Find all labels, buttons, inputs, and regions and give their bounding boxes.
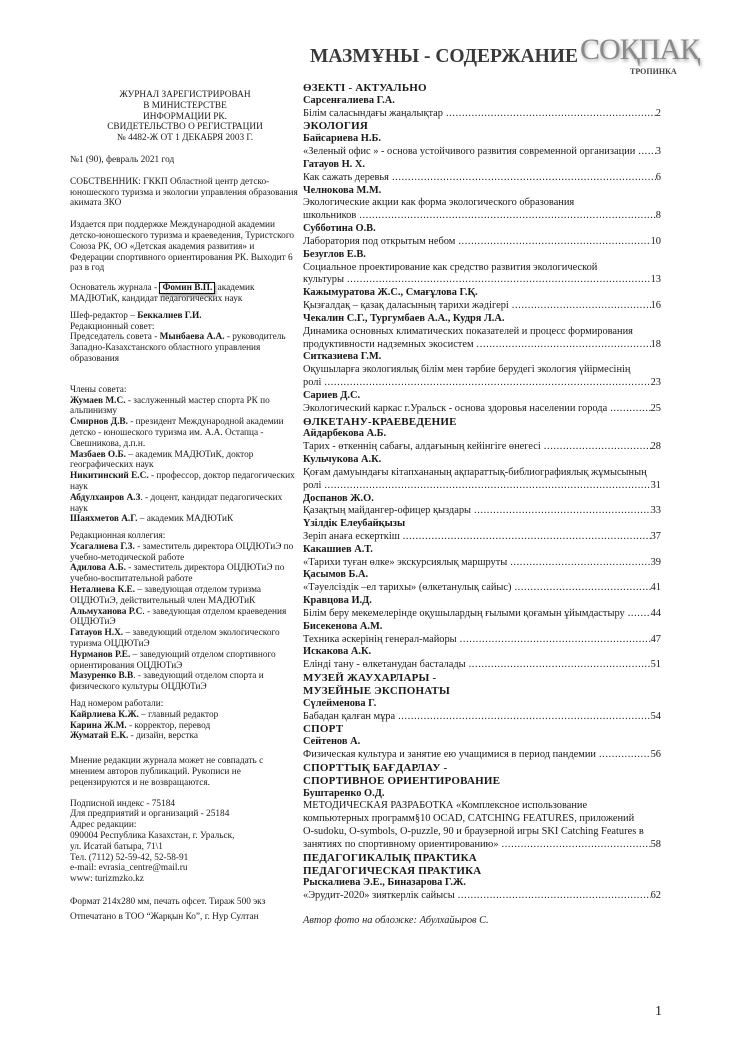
registration-line: ЖУРНАЛ ЗАРЕГИСТРИРОВАН	[119, 90, 251, 100]
contacts	[70, 799, 300, 885]
registration-line: СВИДЕТЕЛЬСТВО О РЕГИСТРАЦИИ	[107, 122, 263, 133]
toc-entry-title: «Тарихи туған өлке» экскурсиялық маршруты	[303, 556, 508, 568]
printer-info: Отпечатано в ТОО “Жарқын Ко”, г. Нур Султан	[70, 911, 259, 922]
dot-leader	[514, 582, 650, 595]
toc-section-heading: СПОРТТЫҚ БАҒДАРЛАУ -	[303, 761, 448, 774]
toc-entry[interactable]	[303, 749, 661, 762]
toc-section-heading: МУЗЕЙНЫЕ ЭКСПОНАТЫ	[303, 684, 450, 697]
toc-entry[interactable]	[303, 377, 661, 390]
council-member-name: Никитинский Е.С.	[70, 471, 149, 482]
founder-prefix: Основатель журнала -	[70, 283, 160, 294]
toc-entry[interactable]	[303, 608, 661, 621]
toc-author: Қасымов Б.А.	[303, 569, 369, 581]
contact-line: www: turizmzko.kz	[70, 874, 144, 885]
toc-page-number: 56	[650, 749, 661, 761]
toc-author: Челнокова М.М.	[303, 184, 382, 196]
toc-entry-title: Қызғалдақ – қазақ даласының тарихи жәдігері	[303, 300, 509, 312]
council-member	[70, 514, 300, 525]
toc-title-line: компьютерных программ§10 OCAD, CATCHING FEATURES, приложений	[303, 813, 635, 825]
chief-prefix: Шеф-редактор –	[70, 310, 138, 321]
toc-entry[interactable]	[303, 659, 661, 672]
toc-entry[interactable]	[303, 839, 661, 852]
toc-page-number: 37	[650, 530, 661, 542]
editorial-board	[70, 531, 300, 693]
chief-name: Беккалиев Г.И.	[137, 310, 202, 321]
toc-entry[interactable]	[303, 146, 661, 159]
dot-leader	[460, 634, 651, 647]
toc-entry-title: ролі	[303, 377, 322, 389]
staff-member	[70, 731, 300, 742]
chairman-prefix: Председатель совета -	[70, 332, 160, 343]
toc-page-number: 58	[650, 838, 661, 850]
issue-info: №1 (90), февраль 2021 год	[70, 154, 175, 165]
toc-entry-title: «Зеленый офис » - основа устойчивого развития современной организации	[303, 146, 636, 158]
registration-notice	[70, 90, 300, 144]
toc-page-number: 39	[650, 556, 661, 568]
dot-leader	[510, 557, 650, 570]
council-label: Редакционный совет:	[70, 321, 155, 332]
toc-page-number: 47	[650, 633, 661, 645]
toc-section-heading: МУЗЕЙ ЖАУХАРЛАРЫ -	[303, 672, 437, 685]
dot-leader	[474, 505, 651, 518]
staff-member-role: - дизайн, верстка	[128, 731, 198, 742]
toc-page-number: 6	[655, 171, 661, 183]
board-member-name: Нурманов Р.Е.	[70, 649, 131, 660]
toc-author: Байсариева Н.Б.	[303, 133, 381, 145]
toc-author: Сарсенғалиева Г.А.	[303, 94, 395, 106]
founder-name: Фомин В.П.	[159, 282, 215, 294]
toc-entry-title: Зеріп анаға ескерткіш	[303, 530, 400, 542]
toc-author: Буштаренко О.Д.	[303, 787, 385, 799]
dot-leader	[502, 839, 651, 852]
toc-page-number: 62	[650, 890, 661, 902]
dot-leader	[512, 300, 651, 313]
chairman-name: Мынбаева А.А.	[159, 332, 225, 343]
dot-leader	[324, 480, 650, 493]
contact-line: Подписной индекс - 75184	[70, 798, 176, 809]
council-member-role: - заслуженный мастер спорта РК по альпинизму	[70, 395, 270, 417]
toc-entry-title: Тарих - өткеннің сабағы, алдағының кейінгіге өнегесі	[303, 441, 541, 453]
toc-entry-title: Техника әскерінің генерал-майоры	[303, 633, 457, 645]
staff-member-name: Кайрлиева К.Ж.	[70, 709, 139, 720]
toc-section-heading: ӨЛКЕТАНУ-КРАЕВЕДЕНИЕ	[303, 415, 457, 428]
toc-author: Үзілдік Елеубайқызы	[303, 518, 406, 530]
toc-author: Кульчукова А.К.	[303, 454, 382, 466]
imprint-column	[70, 90, 300, 923]
toc-entry[interactable]	[303, 890, 661, 903]
dot-leader	[638, 146, 656, 159]
toc-title-line: Динамика основных климатических показателей и процесс формирования	[303, 325, 633, 337]
toc-author: Сүлейменова Г.	[303, 697, 377, 709]
board-member	[70, 563, 300, 585]
toc-page-number: 44	[650, 607, 661, 619]
council-member-role: – академик МАДЮТиК, доктор географических наук	[70, 449, 254, 471]
council-member-name: Абдулхаиров А.З	[70, 492, 141, 503]
toc-entry-title: культуры	[303, 274, 344, 286]
toc-page-number: 16	[650, 300, 661, 312]
council-member-role: - профессор, доктор педагогических наук	[70, 471, 295, 492]
toc-entry[interactable]	[303, 339, 661, 352]
issue-staff	[70, 699, 300, 742]
toc-entry-title: Экологический каркас г.Уральск - основа здоровья населении города	[303, 402, 608, 414]
staff-member-name: Жуматай Е.К.	[70, 731, 129, 742]
toc-entry[interactable]	[303, 172, 661, 185]
toc-section-heading: ЭКОЛОГИЯ	[303, 120, 369, 133]
toc-entry[interactable]	[303, 634, 661, 647]
founder-info	[70, 283, 300, 305]
toc-entry[interactable]	[303, 108, 661, 121]
council-member-role: - президент Международной академии детско - юношеского туризма им. А.А. Остапца - Свешникова, д.п.н.	[70, 417, 284, 449]
toc-section-heading: СПОРТ	[303, 723, 344, 736]
toc-title-line: Социальное проектирование как средство развития экологической	[303, 261, 598, 273]
toc-entry[interactable]	[303, 274, 661, 287]
toc-entry[interactable]	[303, 480, 661, 493]
toc-page-number: 13	[650, 274, 661, 286]
editorial-council	[70, 311, 300, 365]
board-member	[70, 585, 300, 607]
council-members	[70, 385, 300, 525]
dot-leader	[469, 659, 651, 672]
toc-page-number: 25	[650, 402, 661, 414]
contact-line: Для предприятий и организаций - 25184	[70, 809, 230, 820]
toc-author: Сариев Д.С.	[303, 389, 361, 401]
chairman-rest: - руководитель Западно-Казахстанского областного управления образования	[70, 332, 286, 364]
board-member-role: - заместитель директора ОЦДЮТиЭ по учебно-воспитательной работе	[70, 563, 285, 585]
toc-title-line: Экологические акции как форма экологического образования	[303, 197, 575, 209]
board-member	[70, 628, 300, 650]
council-member-name: Мазбаев О.Б.	[70, 449, 126, 460]
dot-leader	[392, 172, 656, 185]
contact-line: Тел. (7112) 52-59-42, 52-58-91	[70, 852, 189, 863]
toc-author: Чекалин С.Г., Тургумбаев А.А., Кудря Л.А.	[303, 312, 505, 324]
toc-entry-title: Лаборатория под открытым небом	[303, 235, 456, 247]
council-member	[70, 417, 300, 449]
dot-leader	[324, 377, 650, 390]
board-member-name: Гатауов Н.Х.	[70, 628, 124, 639]
toc-page-number: 18	[650, 338, 661, 350]
contact-line: Адрес редакции:	[70, 820, 137, 831]
dot-leader	[398, 711, 651, 724]
board-member-role: – заведующий отделом спортивного ориентирования ОЦДЮТиЭ	[70, 649, 276, 671]
board-member	[70, 671, 300, 693]
council-member-name: Смирнов Д.В.	[70, 417, 128, 428]
toc-section-heading: ПЕДАГОГИЧЕСКАЯ ПРАКТИКА	[303, 864, 482, 877]
contact-line: 090004 Республика Казахстан, г. Уральск,	[70, 831, 235, 842]
toc-author: Ситказиева Г.М.	[303, 351, 382, 363]
board-member	[70, 607, 300, 629]
registration-line: ИНФОРМАЦИИ РК.	[143, 111, 227, 122]
toc-section-heading: ПЕДАГОГИКАЛЫҚ ПРАКТИКА	[303, 851, 477, 864]
toc-author: Гатауов Н. Х.	[303, 158, 365, 170]
board-member	[70, 650, 300, 672]
page-title: МАЗМҰНЫ - СОДЕРЖАНИЕ	[310, 46, 578, 67]
members-label: Члены совета:	[70, 384, 127, 395]
toc-section-heading: СПОРТИВНОЕ ОРИЕНТИРОВАНИЕ	[303, 774, 501, 787]
toc-entry-title: Физическая культура и занятие ею учащимися в период пандемии	[303, 749, 596, 761]
toc-entry[interactable]	[303, 531, 661, 544]
toc-entry-title: «Эрудит-2020» зияткерлік сайысы	[303, 890, 455, 902]
toc-title-line: Қоғам дамуындағы кітапхананың ақпараттық-библиографиялық жұмысының	[303, 466, 647, 478]
toc-page-number: 54	[650, 710, 661, 722]
toc-author: Безуглов Е.В.	[303, 248, 366, 260]
dot-leader	[403, 531, 651, 544]
toc-author: Искакова А.К.	[303, 646, 372, 658]
toc-entry[interactable]	[303, 711, 661, 724]
toc-entry-title: Білім саласындағы жаңалықтар	[303, 107, 443, 119]
staff-member	[70, 721, 300, 732]
staff-member-name: Карина Ж.М.	[70, 720, 127, 731]
dot-leader	[458, 890, 651, 903]
toc-page-number: 10	[650, 235, 661, 247]
toc-page-number: 23	[650, 377, 661, 389]
registration-line: В МИНИСТЕРСТВЕ	[143, 100, 227, 111]
registration-line: № 4482-Ж ОТ 1 ДЕКАБРЯ 2003 Г.	[116, 133, 254, 144]
council-member-name: Жумаев М.С.	[70, 395, 126, 406]
council-member-role: – академик МАДЮТиК	[137, 514, 234, 525]
toc-entry[interactable]	[303, 582, 661, 595]
founder-rest: академик МАДЮТиК, кандидат педагогических наук	[70, 283, 255, 304]
toc-entry[interactable]	[303, 210, 661, 223]
toc-section-heading: ӨЗЕКТІ - АКТУАЛЬНО	[303, 82, 427, 94]
toc-entry[interactable]	[303, 403, 661, 416]
toc-author: Доспанов Ж.О.	[303, 492, 374, 504]
toc-entry-title: «Тәуелсіздік –ел тарихы» (өлкетанулық сайыс)	[303, 582, 512, 594]
staff-member-role: - корректор, перевод	[126, 720, 211, 731]
dot-leader	[359, 210, 656, 223]
magazine-logo	[580, 34, 720, 82]
toc-page-number: 51	[650, 659, 661, 671]
publisher-info: Издается при поддержке Международной академии детско-юношеского туризма и краеведения, Туристского Союза РК, ОО «Детская академия развития» и Федерации спортивного ориентирования РК. Выходит 6 раз в год	[70, 220, 295, 274]
dot-leader	[477, 339, 651, 352]
cover-photo-credit: Автор фото на обложке: Абулхайыров С.	[303, 915, 489, 926]
toc-page-number: 31	[650, 479, 661, 491]
council-member	[70, 396, 300, 418]
toc-entry[interactable]	[303, 505, 661, 518]
toc-entry[interactable]	[303, 441, 661, 454]
board-member-role: – заведующая отделом туризма ОЦДЮТиЭ, действительный член МАДЮТиК	[70, 585, 262, 606]
toc-entry-title: Елінді тану - өлкетанудан басталады	[303, 659, 466, 671]
board-member-name: Адилова А.Б.	[70, 563, 126, 574]
dot-leader	[347, 274, 651, 287]
logo-sub: ТРОПИНКА	[630, 67, 677, 76]
toc-entry-title: продуктивности надземных экосистем	[303, 338, 474, 350]
council-member	[70, 450, 300, 472]
logo-main: СОҚПАҚ	[580, 33, 700, 66]
toc-entry[interactable]	[303, 236, 661, 249]
staff-label: Над номером работали:	[70, 699, 164, 710]
toc-entry-title: Қазақтың майдангер-офицер қыздары	[303, 505, 471, 517]
toc-title-line: O-sudoku, O-symbols, O-puzzle, 90 и браузерной игры SKI Catching Features в	[303, 826, 644, 838]
toc-author: Какашиев А.Т.	[303, 543, 373, 555]
board-member-name: Мазуренко В.В	[70, 671, 134, 682]
toc-title-line: Оқушыларға экологиялық білім мен тәрбие берудегі экология үйірмесінің	[303, 364, 631, 376]
board-member	[70, 542, 300, 564]
toc-page-number: 8	[655, 210, 661, 222]
dot-leader	[599, 749, 651, 762]
table-of-contents	[303, 82, 661, 903]
toc-entry[interactable]	[303, 300, 661, 313]
dot-leader	[610, 403, 650, 416]
staff-member	[70, 710, 300, 721]
board-member-role: – заведующий отделом экологического туризма ОЦДЮТиЭ	[70, 628, 280, 650]
dot-leader	[544, 441, 651, 454]
toc-author: Сейтенов А.	[303, 736, 361, 748]
toc-page-number: 41	[650, 582, 661, 594]
disclaimer: Мнение редакции журнала может не совпадать с мнением авторов публикаций. Рукописи не рецензируются и не возвращаются.	[70, 756, 264, 788]
toc-entry-title: Как сажать деревья	[303, 171, 389, 183]
board-member-role: . - заведующий отделом спорта и физического культуры ОЦДЮТиЭ	[70, 671, 264, 693]
toc-entry-title: Бабадан қалған мұра	[303, 710, 396, 722]
toc-entry-title: ролі	[303, 479, 322, 491]
toc-author: Кравцова И.Д.	[303, 595, 372, 607]
toc-author: Бисекенова А.М.	[303, 620, 383, 632]
toc-page-number: 28	[650, 441, 661, 453]
toc-entry-title: Білім беру мекемелерінде оқушылардың ғылыми қоғамын ұйымдастыру	[303, 607, 625, 619]
board-member-role: - заместитель директора ОЦДЮТиЭ по учебно-методической работе	[70, 541, 294, 563]
toc-page-number: 2	[655, 107, 661, 119]
toc-entry-title: школьников	[303, 210, 357, 222]
toc-page-number: 3	[655, 146, 661, 158]
format-info: Формат 214x280 мм, печать офсет. Тираж 500 экз	[70, 897, 266, 907]
dot-leader	[458, 236, 650, 249]
board-member-name: Усагалиева Г.З.	[70, 541, 135, 552]
toc-title-line: МЕТОДИЧЕСКАЯ РАЗРАБОТКА «Комплексное использование	[303, 800, 588, 812]
board-member-role: . - заведующая отделом краеведения ОЦДЮТиЭ	[70, 606, 287, 628]
staff-member-role: – главный редактор	[138, 709, 219, 720]
board-member-name: Альмуханова Р.С	[70, 606, 143, 617]
toc-author: Субботина О.В.	[303, 223, 376, 235]
dot-leader	[446, 108, 656, 121]
owner-info: СОБСТВЕННИК: ГККП Областной центр детско-юношеского туризма и экологии управления образования акимата ЗКО	[70, 176, 298, 209]
board-member-name: Неталиева К.Е.	[70, 585, 136, 596]
board-label: Редакционная коллегия:	[70, 531, 166, 542]
toc-entry-title: занятиях по спортивному ориентированию»	[303, 838, 499, 850]
page-number: 1	[655, 1004, 662, 1019]
council-member-role: . - доцент, кандидат педагогических наук	[70, 492, 283, 514]
contact-line: ул. Исатай батыра, 71\1	[70, 841, 163, 852]
dot-leader	[628, 608, 651, 621]
toc-page-number: 33	[650, 505, 661, 517]
toc-author: Кажымуратова Ж.С., Смағұлова Г.Қ.	[303, 287, 478, 299]
council-member	[70, 493, 300, 515]
council-member	[70, 471, 300, 493]
toc-author: Рыскалиева Э.Е., Биназарова Г.Ж.	[303, 877, 466, 889]
council-member-name: Шаяхметов А.Г.	[70, 514, 138, 525]
contact-line: e-mail: evrasia_centre@mail.ru	[70, 863, 188, 874]
toc-entry[interactable]	[303, 557, 661, 570]
toc-author: Айдарбекова А.Б.	[303, 428, 387, 440]
